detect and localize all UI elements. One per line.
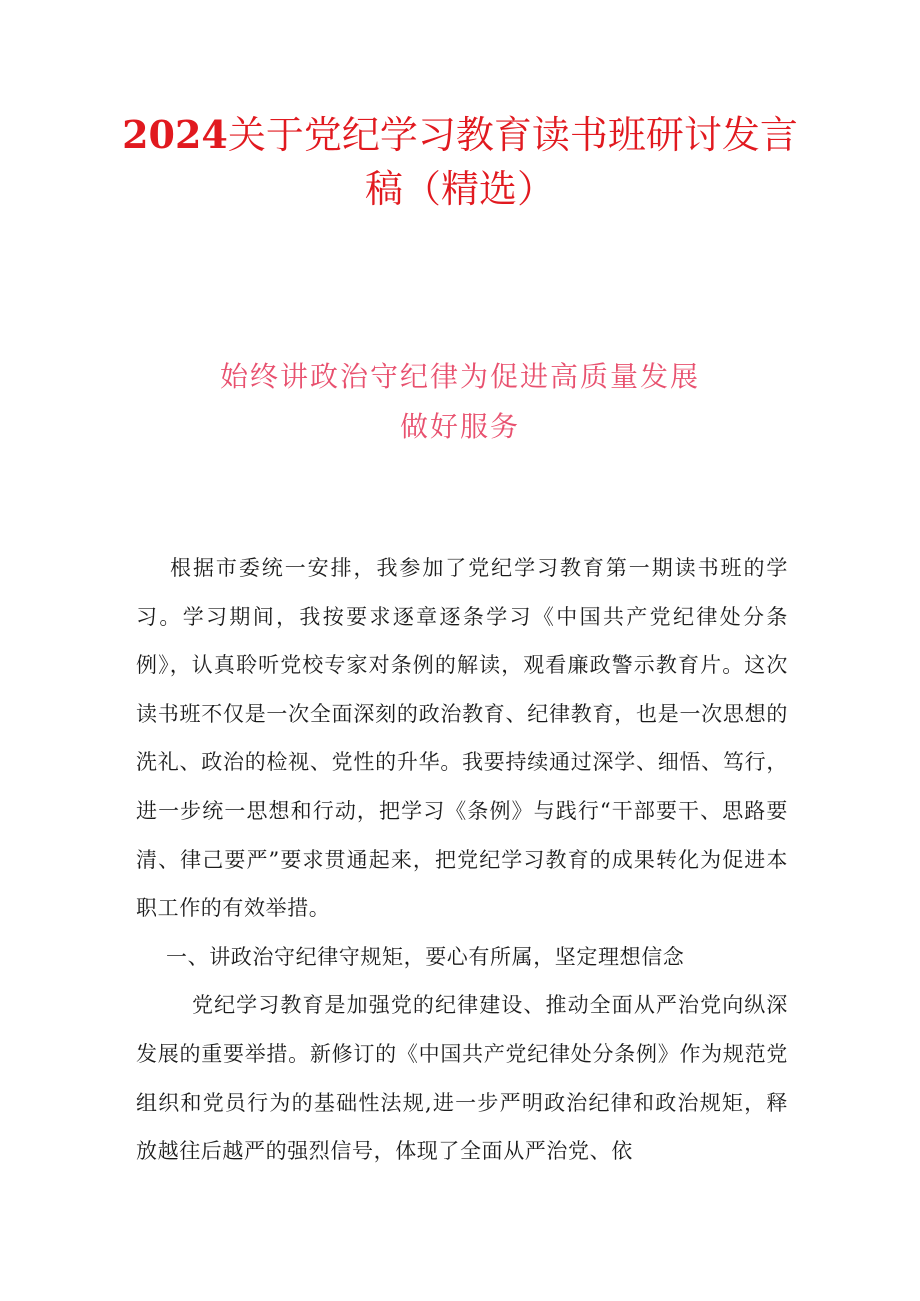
paragraph-intro: 根据市委统一安排，我参加了党纪学习教育第一期读书班的学习。学习期间，我按要求逐章逐条学习《中国共产党纪律处分条例》，认真聆听党校专家对条例的解读，观看廉政警示教育片。这次读书班不仅是一次全面深刻的政治教育、纪律教育，也是一次思想的洗礼、政治的检视、党性的升华。我要持续通过深学、细悟、笃行，进一步统一思想和行动，把学习《条例》与践行“干部要干、思路要清、律己要严”要求贯通起来，把党纪学习教育的成果转化为促进本职工作的有效举措。 [136,556,788,921]
document-body [136,544,788,1176]
document-title [120,108,800,216]
subtitle-line-2: 做好服务 [399,410,520,443]
speech-subtitle [140,352,780,452]
title-year: 2024 [122,112,228,157]
section-heading-1: 一、讲政治守纪律守规矩，要心有所属，坚定理想信念 [166,944,685,969]
title-text: 关于党纪学习教育读书班研讨发言稿（精选） [227,113,798,211]
subtitle-line-1: 始终讲政治守纪律为促进高质量发展 [219,360,700,393]
paragraph-section-1: 党纪学习教育是加强党的纪律建设、推动全面从严治党向纵深发展的重要举措。新修订的《中国共产党纪律处分条例》作为规范党组织和党员行为的基础性法规,进一步严明政治纪律和政治规矩，释放越往后越严的强烈信号，体现了全面从严治党、依 [136,993,788,1164]
